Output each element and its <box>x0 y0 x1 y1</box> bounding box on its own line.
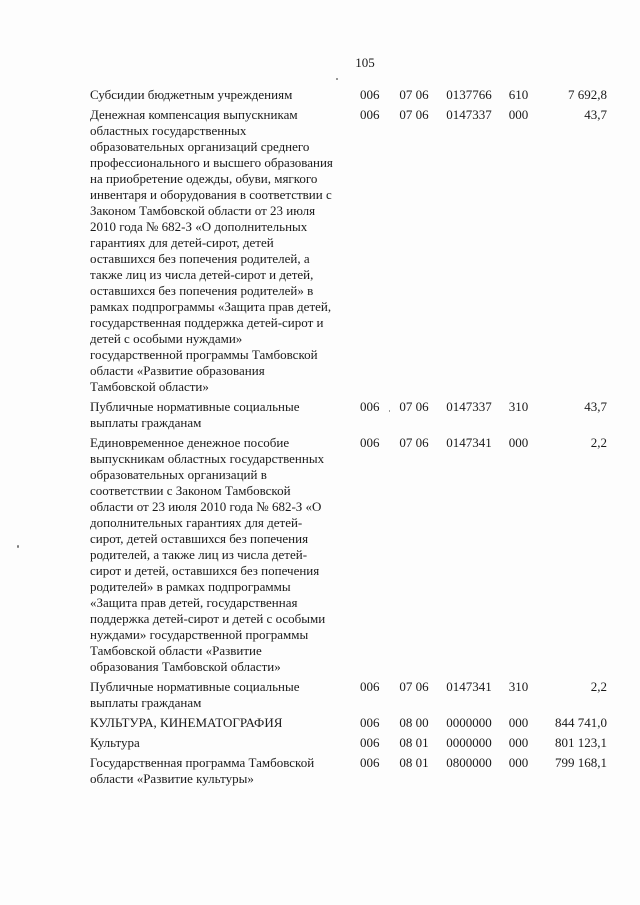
target-item-code: 0800000 <box>446 755 492 770</box>
row-name <box>90 87 360 107</box>
section-code: 08 01 <box>399 755 429 770</box>
target-item-code: 0147341 <box>446 435 492 450</box>
row-name-line: гарантиях для детей-сирот, детей <box>90 235 274 250</box>
row-name-line: инвентаря и оборудования в соответствии с <box>90 187 332 202</box>
row-name-line: области от 23 июля 2010 года № 682-З «О <box>90 499 322 514</box>
table-row <box>90 399 607 435</box>
section-code: 08 00 <box>399 715 429 730</box>
row-name-line: образовательных организаций в <box>90 467 267 482</box>
section-code: 07 06 <box>399 435 429 450</box>
row-name-line: Субсидии бюджетным учреждениям <box>90 87 293 102</box>
table-row <box>90 735 607 755</box>
amount: 844 741,0 <box>555 715 607 730</box>
expense-type-code: 000 <box>508 755 529 770</box>
amount: 801 123,1 <box>555 735 607 750</box>
row-name-line: выпускникам областных государственных <box>90 451 325 466</box>
row-name-line: 2010 года № 682-З «О дополнительных <box>90 219 308 234</box>
page-number: 105 <box>355 55 375 70</box>
row-name-line: образовательных организаций среднего <box>90 139 310 154</box>
expense-type-code: 000 <box>508 715 529 730</box>
table-row <box>90 679 607 715</box>
table-row <box>90 435 607 679</box>
scan-speck <box>389 410 390 412</box>
row-name-line: Денежная компенсация выпускникам <box>90 107 298 122</box>
row-name-line: выплаты гражданам <box>90 415 202 430</box>
row-name-line: дополнительных гарантиях для детей- <box>90 515 303 530</box>
expense-type-code: 610 <box>508 87 529 102</box>
ministry-code: 006 <box>360 435 380 450</box>
section-code: 07 06 <box>399 399 429 414</box>
row-name-line: также лиц из числа детей-сирот и детей, <box>90 267 314 282</box>
table-row <box>90 715 607 735</box>
scan-speck <box>17 545 19 548</box>
expense-type-code: 310 <box>508 399 529 414</box>
ministry-code: 006 <box>360 87 380 102</box>
target-item-code: 0147337 <box>446 399 492 414</box>
row-name-line: «Защита прав детей, государственная <box>90 595 298 610</box>
row-name-line: родителей, а также лиц из числа детей- <box>90 547 308 562</box>
row-name-line: Законом Тамбовской области от 23 июля <box>90 203 316 218</box>
expense-type-code: 000 <box>508 735 529 750</box>
row-name-line: сирот и детей, оставшихся без попечения <box>90 563 320 578</box>
row-name-line: Культура <box>90 735 140 750</box>
row-name-line: области «Развитие образования <box>90 363 265 378</box>
row-name-line: профессионального и высшего образования <box>90 155 333 170</box>
target-item-code: 0147341 <box>446 679 492 694</box>
row-name-line: КУЛЬТУРА, КИНЕМАТОГРАФИЯ <box>90 715 283 730</box>
scan-speck <box>336 78 338 80</box>
row-name <box>90 715 360 735</box>
table-row <box>90 87 607 107</box>
row-name-line: на приобретение одежды, обуви, мягкого <box>90 171 318 186</box>
amount: 2,2 <box>590 679 607 694</box>
table-row <box>90 755 607 791</box>
row-name-line: Единовременное денежное пособие <box>90 435 290 450</box>
amount: 7 692,8 <box>568 87 607 102</box>
amount: 43,7 <box>584 107 607 122</box>
row-name-line: области «Развитие культуры» <box>90 771 254 786</box>
row-name-line: детей с особыми нуждами» <box>90 331 243 346</box>
ministry-code: 006 <box>360 755 380 770</box>
section-code: 07 06 <box>399 679 429 694</box>
row-name-line: нуждами» государственной программы <box>90 627 309 642</box>
row-name <box>90 435 360 679</box>
expense-type-code: 000 <box>508 435 529 450</box>
row-name <box>90 735 360 755</box>
target-item-code: 0147337 <box>446 107 492 122</box>
section-code: 07 06 <box>399 107 429 122</box>
expense-type-code: 000 <box>508 107 529 122</box>
row-name-line: Государственная программа Тамбовской <box>90 755 315 770</box>
row-name-line: образования Тамбовской области» <box>90 659 281 674</box>
amount: 43,7 <box>584 399 607 414</box>
budget-table-body <box>90 87 607 791</box>
row-name <box>90 755 360 791</box>
amount: 2,2 <box>590 435 607 450</box>
row-name <box>90 107 360 399</box>
ministry-code: 006 <box>360 679 380 694</box>
row-name-line: Публичные нормативные социальные <box>90 679 300 694</box>
row-name-line: выплаты гражданам <box>90 695 202 710</box>
target-item-code: 0137766 <box>446 87 492 102</box>
row-name-line: Тамбовской области» <box>90 379 209 394</box>
row-name-line: рамках подпрограммы «Защита прав детей, <box>90 299 332 314</box>
row-name-line: Публичные нормативные социальные <box>90 399 300 414</box>
row-name-line: родителей» в рамках подпрограммы <box>90 579 291 594</box>
ministry-code: 006 <box>360 715 380 730</box>
section-code: 07 06 <box>399 87 429 102</box>
row-name <box>90 399 360 435</box>
row-name-line: государственная поддержка детей-сирот и <box>90 315 324 330</box>
row-name-line: оставшихся без попечения родителей» в <box>90 283 314 298</box>
table-row <box>90 107 607 399</box>
row-name-line: соответствии с Законом Тамбовской <box>90 483 291 498</box>
budget-table <box>90 87 607 791</box>
row-name-line: оставшихся без попечения родителей, а <box>90 251 310 266</box>
row-name-line: Тамбовской области «Развитие <box>90 643 262 658</box>
ministry-code: 006 <box>360 735 380 750</box>
row-name <box>90 679 360 715</box>
expense-type-code: 310 <box>508 679 529 694</box>
target-item-code: 0000000 <box>446 735 492 750</box>
ministry-code: 006 <box>360 107 380 122</box>
amount: 799 168,1 <box>555 755 607 770</box>
ministry-code: 006 <box>360 399 380 414</box>
row-name-line: областных государственных <box>90 123 247 138</box>
row-name-line: поддержка детей-сирот и детей с особыми <box>90 611 326 626</box>
section-code: 08 01 <box>399 735 429 750</box>
row-name-line: государственной программы Тамбовской <box>90 347 318 362</box>
target-item-code: 0000000 <box>446 715 492 730</box>
row-name-line: сирот, детей оставшихся без попечения <box>90 531 309 546</box>
